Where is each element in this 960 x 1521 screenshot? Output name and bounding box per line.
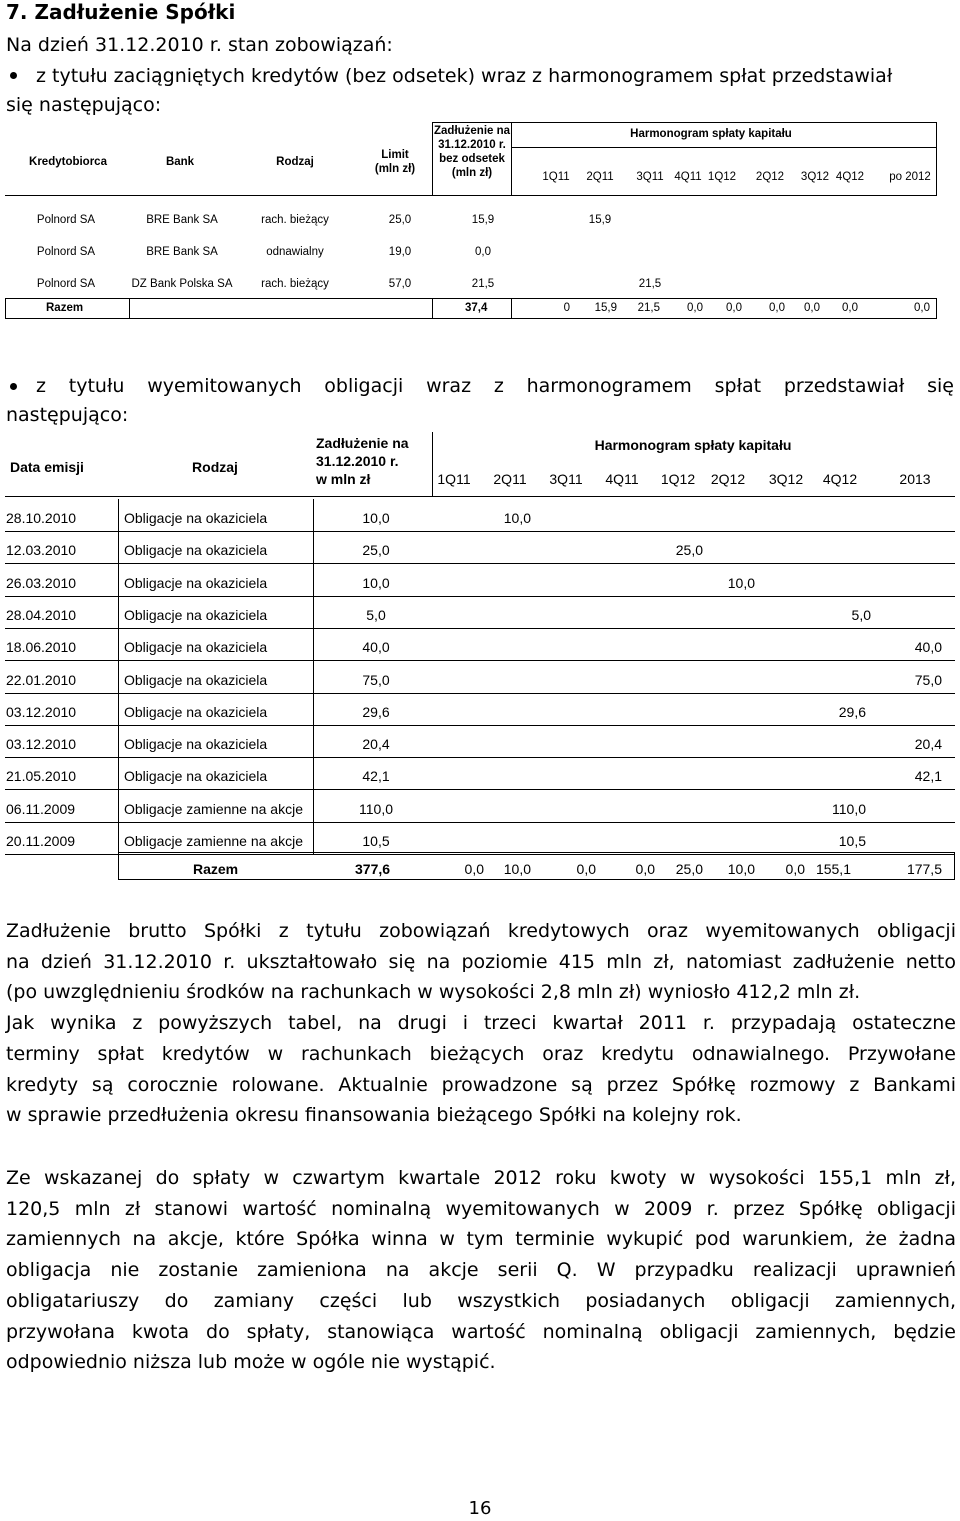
row-date: 26.03.2010 [6, 574, 77, 591]
paragraph-line: kredyty są corocznie rolowane. Aktualnie prowadzone są przez Spółkę rozmowy z Bankami [6, 1073, 956, 1096]
row-divider [5, 531, 955, 532]
row-type: Obligacje na okaziciela [124, 736, 268, 753]
header-quarter: 2Q11 [586, 171, 614, 183]
row-payment: 40,0 [914, 639, 942, 656]
row-debt: 10,0 [362, 574, 390, 591]
header-quarter: 2Q12 [710, 471, 746, 487]
bonds-total-debt: 377,6 [355, 861, 391, 877]
row-debt: 15,9 [471, 214, 495, 226]
row-type: Obligacje zamienne na akcje [124, 833, 303, 849]
paragraph-line: obligacja nie zostanie zamieniona na akcje serii Q. W przypadku realizacji uprawnień [6, 1259, 956, 1282]
col-divider [118, 596, 119, 629]
col-divider [118, 531, 119, 564]
bullet-marker [10, 72, 17, 79]
row-date: 12.03.2010 [6, 542, 77, 559]
total-value: 15,9 [594, 302, 617, 314]
col-divider [118, 564, 119, 597]
row-divider [5, 693, 955, 694]
total-value: 0,0 [914, 302, 930, 314]
col-divider [118, 790, 119, 823]
header-quarter: 3Q11 [549, 471, 583, 487]
row-bank: DZ Bank Polska SA [131, 278, 233, 290]
row-payment: 42,1 [914, 768, 942, 785]
total-value: 0,0 [804, 302, 820, 314]
paragraph-line: w sprawie przedłużenia okresu finansowania bieżącego Spółki na kolejny rok. [6, 1104, 742, 1127]
row-payment: 21,5 [638, 278, 662, 290]
row-debt: 42,1 [362, 768, 390, 785]
row-date: 20.11.2009 [6, 833, 76, 849]
row-debt: 0,0 [475, 246, 491, 258]
row-limit: 19,0 [388, 246, 412, 258]
paragraph-line: zamiennych na akcje, które Spółka winna w tym terminie wykupić pod warunkiem, że żadna [6, 1228, 956, 1251]
row-divider [5, 596, 955, 597]
row-date: 06.11.2009 [6, 800, 76, 817]
row-type: rach. bieżący [261, 278, 329, 290]
bullet-marker [10, 383, 17, 390]
col-divider [313, 661, 314, 694]
paragraph-line: Zadłużenie brutto Spółki z tytułu zobowiązań kredytowych oraz wyemitowanych obligacji [6, 920, 956, 942]
row-type: Obligacje na okaziciela [124, 768, 268, 785]
col-divider [313, 822, 314, 855]
row-date: 03.12.2010 [6, 736, 77, 753]
row-payment: 10,0 [503, 510, 531, 526]
header-quarter: 3Q12 [768, 471, 804, 487]
col-divider [313, 499, 314, 532]
section-title: 7. Zadłużenie Spółki [6, 0, 236, 24]
row-debt: 25,0 [362, 542, 390, 559]
row-divider [5, 789, 955, 790]
header-quarter: po 2012 [889, 171, 931, 183]
row-debt: 20,4 [362, 736, 390, 753]
row-divider [5, 822, 955, 823]
col-divider [118, 693, 119, 726]
header-quarter: 3Q11 [636, 171, 664, 183]
row-borrower: Polnord SA [36, 278, 96, 290]
row-debt: 10,5 [362, 833, 390, 849]
row-debt: 29,6 [362, 703, 390, 720]
total-value: 21,5 [637, 302, 660, 314]
header-quarter: 4Q12 [835, 171, 865, 183]
header-type: Rodzaj [192, 459, 238, 475]
header-date: Data emisji [10, 459, 84, 475]
paragraph-line: Jak wynika z powyższych tabel, na drugi i trzeci kwartał 2011 r. przypadają ostateczne [6, 1012, 956, 1035]
col-divider [118, 822, 119, 855]
row-debt: 75,0 [362, 671, 390, 688]
header-quarter: 2Q11 [493, 471, 527, 487]
header-quarter: 1Q12 [660, 471, 696, 487]
total-value: 0,0 [842, 302, 858, 314]
total-value: 0,0 [687, 302, 703, 314]
col-divider [313, 757, 314, 790]
row-bank: BRE Bank SA [146, 214, 218, 226]
col-divider [118, 757, 119, 790]
total-value: 0,0 [769, 302, 785, 314]
header-debt: Zadłużenie na 31.12.2010 r. bez odsetek (mln zł) [434, 125, 511, 179]
row-debt: 40,0 [362, 639, 390, 656]
row-payment: 10,5 [838, 833, 866, 849]
header-limit: Limit (mln zł) [374, 149, 416, 175]
header-quarter: 1Q12 [707, 171, 737, 183]
paragraph-line: odpowiednio niższa lub może w ogóle nie wystąpić. [6, 1351, 496, 1374]
total-value: 0,0 [635, 861, 655, 877]
row-payment: 20,4 [914, 736, 942, 753]
total-value: 177,5 [906, 861, 942, 877]
header-borrower: Kredytobiorca [29, 156, 107, 168]
row-type: Obligacje zamienne na akcje [124, 800, 303, 817]
col-divider [313, 693, 314, 726]
row-debt: 21,5 [471, 278, 495, 290]
row-type: Obligacje na okaziciela [124, 671, 268, 688]
col-divider [313, 564, 314, 597]
row-type: odnawialny [266, 246, 324, 258]
row-type: Obligacje na okaziciela [124, 703, 268, 720]
col-divider [313, 628, 314, 661]
row-borrower: Polnord SA [36, 214, 96, 226]
col-divider [313, 531, 314, 564]
bullet2-line1: z tytułu wyemitowanych obligacji wraz z harmonogramem spłat przedstawiał się [36, 375, 954, 397]
row-date: 28.04.2010 [6, 606, 77, 623]
paragraph-line: 120,5 mln zł stanowi wartość nominalną wyemitowanych w 2009 r. przez Spółkę obligacji [6, 1197, 956, 1220]
header-quarter: 4Q11 [605, 471, 639, 487]
total-value: 0 [563, 302, 570, 314]
paragraph-line: na dzień 31.12.2010 r. ukształtowało się na poziomie 415 mln zł, natomiast zadłużenie netto [6, 950, 956, 973]
row-date: 03.12.2010 [6, 703, 77, 720]
col-divider [313, 725, 314, 758]
row-type: rach. bieżący [261, 214, 329, 226]
row-type: Obligacje na okaziciela [124, 574, 268, 591]
col-divider [118, 628, 119, 661]
row-divider [5, 757, 955, 758]
paragraph-line: (po uwzględnieniu środków na rachunkach w wysokości 2,8 mln zł) wyniosło 412,2 mln zł. [6, 981, 861, 1004]
paragraph-line: Ze wskazanej do spłaty w czwartym kwartale 2012 roku kwoty w wysokości 155,1 mln zł, [6, 1167, 956, 1189]
total-value: 10,0 [727, 861, 755, 877]
header-bank: Bank [165, 156, 195, 168]
header-quarter: 4Q12 [822, 471, 858, 487]
col-divider [313, 790, 314, 823]
row-divider [5, 854, 955, 855]
col-divider [118, 661, 119, 694]
header-debt: Zadłużenie na 31.12.2010 r. w mln zł [316, 435, 409, 487]
bullet1-line1: z tytułu zaciągniętych kredytów (bez odsetek) wraz z harmonogramem spłat przedstawiał [36, 65, 893, 87]
header-quarter: 1Q11 [542, 171, 570, 183]
row-debt: 110,0 [359, 800, 393, 817]
row-limit: 57,0 [388, 278, 412, 290]
row-payment: 29,6 [838, 703, 866, 720]
total-value: 0,0 [576, 861, 596, 877]
row-type: Obligacje na okaziciela [124, 510, 268, 526]
row-payment: 110,0 [832, 800, 866, 817]
row-limit: 25,0 [388, 214, 412, 226]
paragraph-line: terminy spłat kredytów w rachunkach bieżących oraz kredytu odnawialnego. Przywołane [6, 1042, 956, 1065]
row-debt: 5,0 [366, 606, 386, 623]
total-value: 25,0 [675, 861, 703, 877]
header-schedule: Harmonogram spłaty kapitału [594, 437, 792, 453]
col-divider [313, 596, 314, 629]
total-value: 155,1 [815, 861, 851, 877]
col-divider [118, 725, 119, 758]
paragraph-line: przywołana kwota do spłaty, stanowiąca wartość nominalną obligacji zamiennych, będzie [6, 1320, 956, 1343]
row-payment: 5,0 [851, 606, 871, 623]
credits-total-debt: 37,4 [465, 302, 488, 314]
col-divider [118, 499, 119, 532]
row-divider [5, 628, 955, 629]
credits-total-label: Razem [46, 302, 84, 314]
row-divider [5, 725, 955, 726]
total-value: 0,0 [726, 302, 742, 314]
row-divider [5, 563, 955, 564]
header-type: Rodzaj [276, 156, 314, 168]
row-payment: 10,0 [727, 574, 755, 591]
row-date: 21.05.2010 [6, 768, 77, 785]
bullet1-line2: się następująco: [6, 94, 162, 116]
total-value: 10,0 [503, 861, 531, 877]
row-payment: 15,9 [588, 214, 612, 226]
row-date: 22.01.2010 [6, 671, 77, 688]
total-value: 0,0 [464, 861, 484, 877]
row-debt: 10,0 [362, 510, 390, 526]
row-payment: 75,0 [914, 671, 942, 688]
row-payment: 25,0 [675, 542, 703, 559]
row-type: Obligacje na okaziciela [124, 639, 268, 656]
page-number: 16 [468, 1498, 492, 1519]
row-type: Obligacje na okaziciela [124, 542, 268, 559]
paragraph-line: obligatariuszy do zamiany części lub wszystkich posiadanych obligacji zamiennych, [6, 1289, 956, 1312]
row-borrower: Polnord SA [36, 246, 96, 258]
header-quarter: 4Q11 [674, 171, 702, 183]
header-schedule: Harmonogram spłaty kapitału [630, 128, 792, 140]
row-date: 28.10.2010 [6, 510, 77, 526]
header-quarter: 2Q12 [755, 171, 785, 183]
bullet2-line2: następująco: [6, 404, 129, 426]
intro-text: Na dzień 31.12.2010 r. stan zobowiązań: [6, 34, 393, 56]
row-divider [5, 660, 955, 661]
total-value: 0,0 [785, 861, 805, 877]
row-bank: BRE Bank SA [146, 246, 218, 258]
row-date: 18.06.2010 [6, 639, 77, 656]
header-quarter: 2013 [899, 471, 931, 487]
row-type: Obligacje na okaziciela [124, 606, 268, 623]
header-quarter: 3Q12 [800, 171, 830, 183]
header-quarter: 1Q11 [437, 471, 471, 487]
bonds-total-label: Razem [193, 861, 239, 877]
